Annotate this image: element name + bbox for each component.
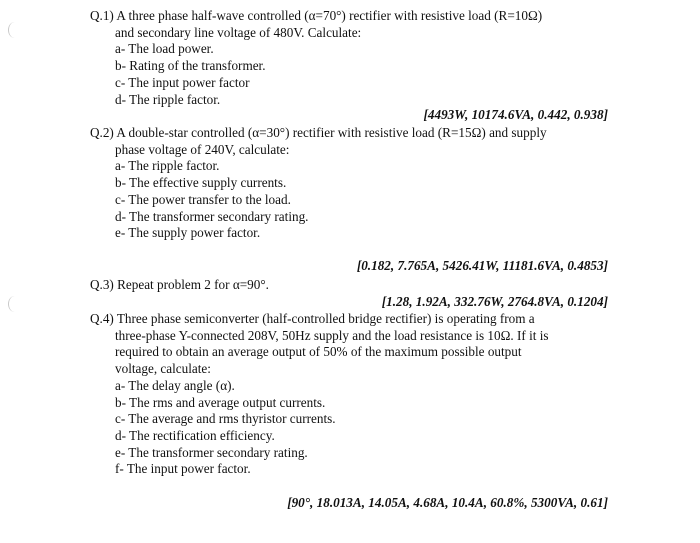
- question-4-item-b: b- The rms and average output currents.: [115, 394, 326, 410]
- question-4: [90, 311, 610, 478]
- binder-mark-bottom: [8, 296, 21, 312]
- question-4-stem-line-1: Q.4) Three phase semiconverter (half-controlled bridge rectifier) is operating from a: [90, 311, 535, 326]
- question-2-stem-line-1: Q.2) A double-star controlled (α=30°) rectifier with resistive load (R=15Ω) and supply: [90, 125, 547, 140]
- question-3-answer: [1.28, 1.92A, 332.76W, 2764.8VA, 0.1204]: [381, 294, 608, 309]
- question-4-item-f: f- The input power factor.: [115, 461, 251, 477]
- question-2-items: [90, 158, 610, 242]
- question-2-item-b: b- The effective supply currents.: [115, 175, 287, 191]
- question-4-item-a: a- The delay angle (α).: [115, 377, 235, 393]
- question-2-item-d: d- The transformer secondary rating.: [115, 208, 309, 224]
- question-2-item-a: a- The ripple factor.: [115, 158, 220, 174]
- question-1-stem-line-1: Q.1) A three phase half-wave controlled (α=70°) rectifier with resistive load (R=10Ω): [90, 8, 543, 23]
- question-1-items: [90, 41, 610, 108]
- question-2-answer: [0.182, 7.765A, 5426.41W, 11181.6VA, 0.4853]: [356, 258, 608, 273]
- question-4-stem-line-4: voltage, calculate:: [115, 361, 211, 377]
- question-4-stem-line-3: required to obtain an average output of 50% of the maximum possible output: [115, 344, 522, 360]
- question-2: [90, 125, 610, 242]
- question-2-item-c: c- The power transfer to the load.: [115, 191, 291, 207]
- question-4-item-d: d- The rectification efficiency.: [115, 427, 275, 443]
- question-4-number: Q.4): [90, 311, 114, 326]
- question-2-stem-line-2: phase voltage of 240V, calculate:: [115, 141, 290, 157]
- question-4-item-e: e- The transformer secondary rating.: [115, 444, 308, 460]
- binder-mark-top: [8, 22, 21, 38]
- question-1-item-b: b- Rating of the transformer.: [115, 58, 266, 74]
- question-4-items: [90, 378, 610, 478]
- question-1-item-d: d- The ripple factor.: [115, 91, 221, 107]
- question-4-item-c: c- The average and rms thyristor currents.: [115, 411, 336, 427]
- question-2-item-e: e- The supply power factor.: [115, 225, 261, 241]
- question-1-stem-line-2: and secondary line voltage of 480V. Calculate:: [115, 24, 362, 40]
- question-3-number: Q.3): [90, 277, 114, 292]
- question-2-number: Q.2): [90, 125, 114, 140]
- question-1: [90, 8, 610, 108]
- question-4-stem-line-2: three-phase Y-connected 208V, 50Hz supply and the load resistance is 10Ω. If it is: [115, 327, 549, 343]
- question-4-answer: [90°, 18.013A, 14.05A, 4.68A, 10.4A, 60.8%, 5300VA, 0.61]: [287, 495, 608, 510]
- question-3: [90, 277, 610, 294]
- question-1-answer: [4493W, 10174.6VA, 0.442, 0.938]: [423, 107, 608, 122]
- question-1-item-c: c- The input power factor: [115, 74, 250, 90]
- question-1-number: Q.1): [90, 8, 114, 23]
- question-3-stem-line-1: Q.3) Repeat problem 2 for α=90°.: [90, 277, 269, 292]
- question-1-item-a: a- The load power.: [115, 41, 214, 57]
